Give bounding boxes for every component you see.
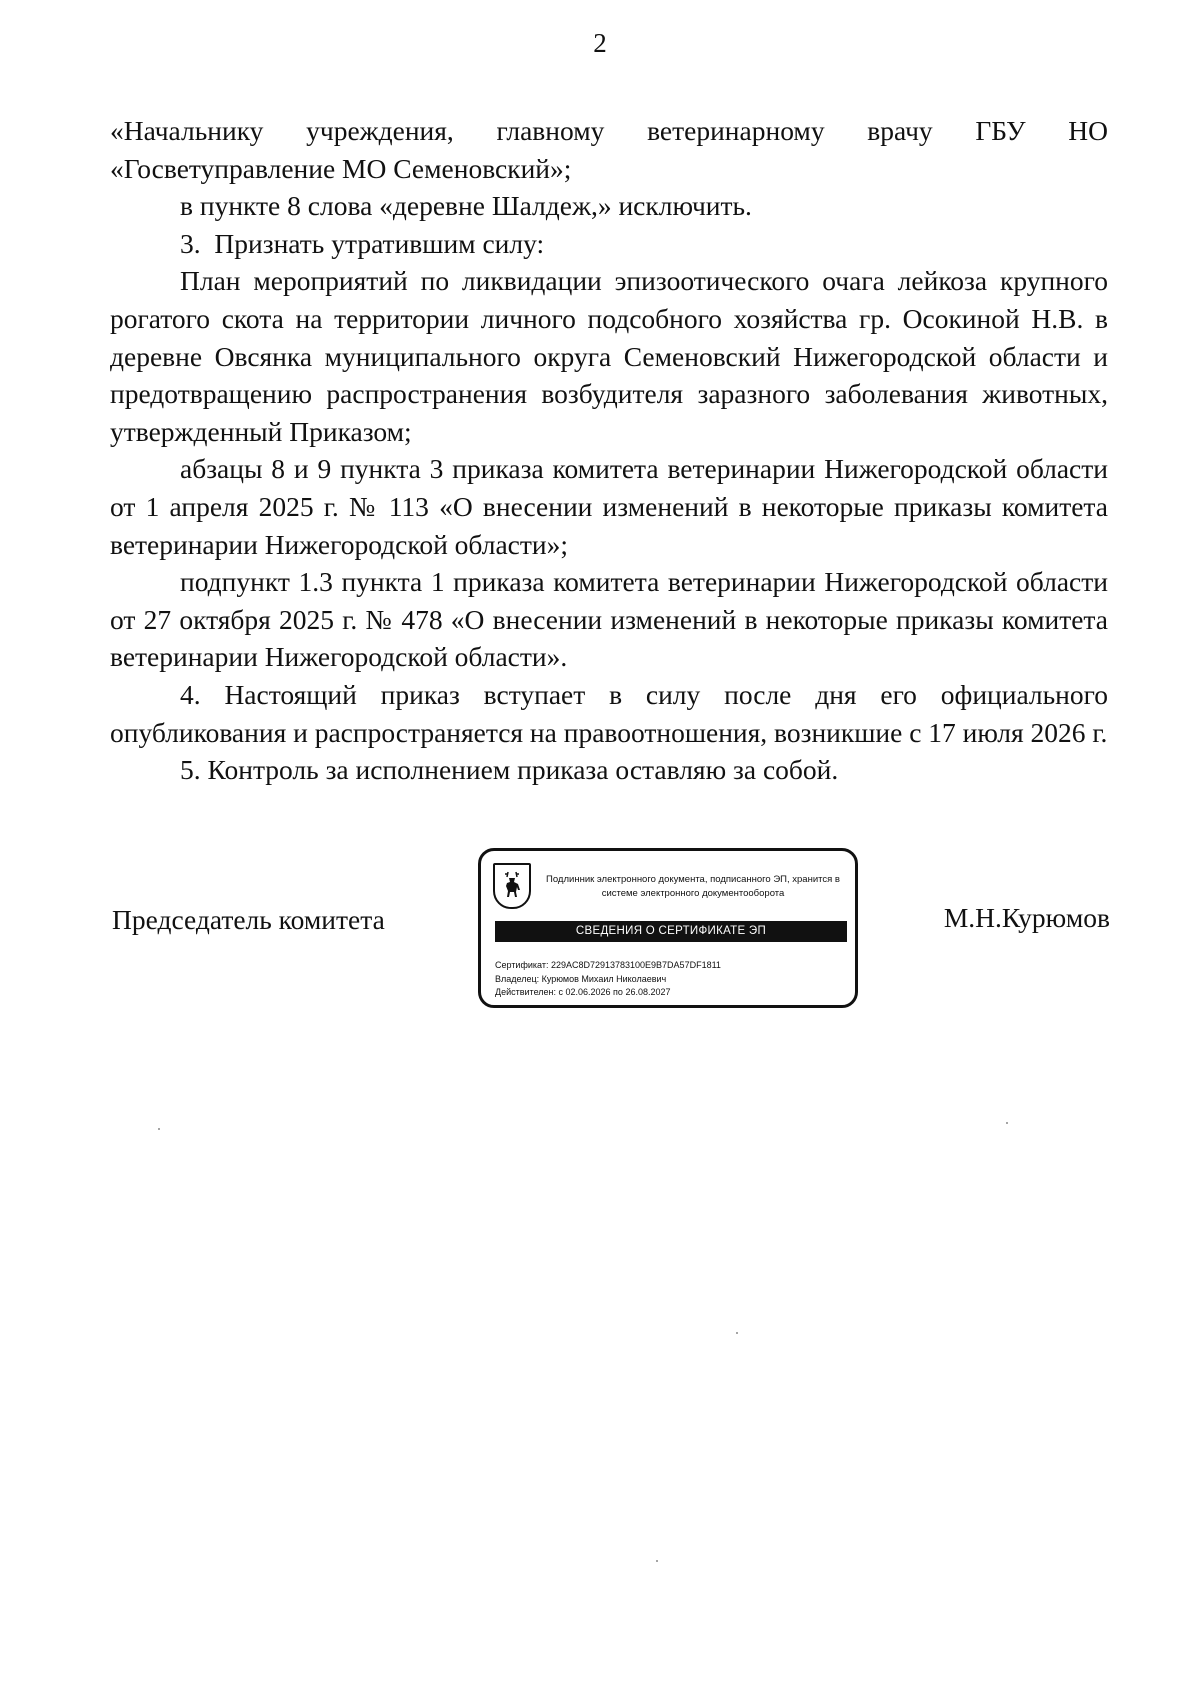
certificate-validity: Действителен: с 02.06.2026 по 26.08.2027 bbox=[495, 987, 671, 997]
scan-speck bbox=[1006, 1122, 1008, 1124]
page-number: 2 bbox=[593, 28, 607, 58]
paragraph-4: План мероприятий по ликвидации эпизоотического очага лейкоза крупного рогатого скота на территории личного подсобного хозяйства гр. Осокиной Н.В. в деревне Овсянка муниципального округа Семеновский Нижегородской области и предотвращению распространения возбудителя заразного заболевания животных, утвержденный Приказом; bbox=[110, 265, 1108, 447]
scan-speck bbox=[158, 1128, 160, 1130]
deer-icon-graphic bbox=[497, 868, 527, 904]
certificate-number: Сертификат: 229AC8D72913783100E9B7DA57DF1811 bbox=[495, 960, 721, 970]
stamp-note: Подлинник электронного документа, подписанного ЭП, хранится в системе электронного документооборота bbox=[546, 874, 840, 899]
stamp-band: СВЕДЕНИЯ О СЕРТИФИКАТЕ ЭП bbox=[495, 921, 847, 942]
deer-coat-of-arms-icon bbox=[493, 863, 531, 909]
scan-speck bbox=[736, 1332, 738, 1334]
paragraph-5: абзацы 8 и 9 пункта 3 приказа комитета ветеринарии Нижегородской области от 1 апреля 2025 г. № 113 «О внесении изменений в некоторые приказы комитета ветеринарии Нижегородской области»; bbox=[110, 453, 1108, 560]
paragraph-1: «Начальнику учреждения, главному ветеринарному врачу ГБУ НО «Госветуправление МО Семеновский»; bbox=[110, 115, 1108, 184]
electronic-signature-stamp bbox=[478, 848, 858, 1008]
paragraph-8: 5. Контроль за исполнением приказа оставляю за собой. bbox=[180, 754, 839, 786]
signature-block bbox=[0, 848, 1200, 1018]
signer-name: М.Н.Курюмов bbox=[943, 902, 1110, 933]
document-body bbox=[110, 112, 1108, 789]
scan-speck bbox=[656, 1560, 658, 1562]
paragraph-2: в пункте 8 слова «деревне Шалдеж,» исключить. bbox=[180, 190, 752, 222]
certificate-owner: Владелец: Курюмов Михаил Николаевич bbox=[495, 973, 667, 984]
stamp-details bbox=[495, 959, 721, 1000]
paragraph-7: 4. Настоящий приказ вступает в силу после дня его официального опубликования и распространяется на правоотношения, возникшие с 17 июля 2026 г. bbox=[110, 678, 1108, 748]
signer-position: Председатель комитета bbox=[112, 904, 385, 935]
paragraph-6: подпункт 1.3 пункта 1 приказа комитета ветеринарии Нижегородской области от 27 октября 2025 г. № 478 «О внесении изменений в некоторые приказы комитета ветеринарии Нижегородской области». bbox=[110, 566, 1108, 673]
paragraph-3: 3. Признать утратившим силу: bbox=[180, 227, 545, 259]
